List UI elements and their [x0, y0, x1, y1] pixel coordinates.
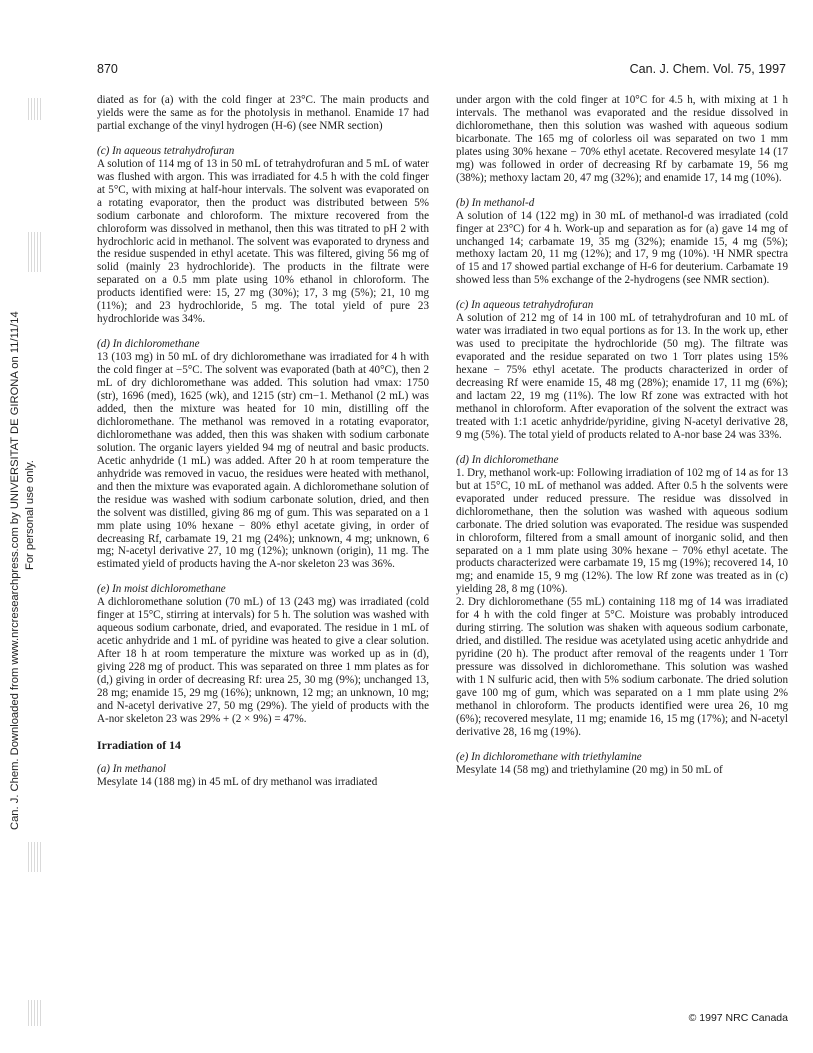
subsection-heading: (d) In dichloromethane [456, 453, 559, 466]
paragraph: A solution of 14 (122 mg) in 30 mL of methanol-d was irradiated (cold finger at 23°C) for 4 h. Work-up and separation as for (a) gave 14 mg of unchanged 14; carbamate 19, 35 mg (32%); enamide 15, 4 mg (5%); methoxy lactam 20, 11 mg (12%); and 17, 9 mg (10%). ¹H NMR spectra of 15 and 17 showed partial exchange of H-6 for deuterium. Carbamate 19 showed less than 5% exchange of the 2-hydrogens (see NMR section). [456, 209, 788, 287]
paragraph: 1. Dry, methanol work-up: Following irradiation of 102 mg of 14 as for 13 but at 15°C, 10 mL of methanol was added. After 0.5 h the solvents were evaporated under reduced pressure. The residue was dissolved in dichloromethane, then the solution was washed with aqueous sodium carbonate. The dried solution was evaporated. The residue was suspended in chloroform, filtered from a small amount of inorganic solid, and then separated on a 1 mm plate using 30% hexane − 70% ethyl acetate. The products characterized were carbamate 19, 15 mg (19%); recovered 14, 10 mg; and enamide 15, 9 mg (12%). The low Rf zone was treated as in (c) yielding 28, 8 mg (10%). [456, 466, 788, 596]
paragraph: Mesylate 14 (188 mg) in 45 mL of dry methanol was irradiated [97, 775, 378, 788]
subsection-heading: (d) In dichloromethane [97, 338, 200, 351]
subsection-heading: (e) In dichloromethane with triethylamine [456, 750, 642, 763]
paragraph: A dichloromethane solution (70 mL) of 13 (243 mg) was irradiated (cold finger at 15°C, stirring at intervals) for 5 h. The solution was washed with aqueous sodium carbonate, dried, and evaporated. The residue in 1 mL of acetic anhydride and 1 mL of pyridine was heated to give a clear solution. After 18 h at room temperature the mixture was worked up as in (d), giving 228 mg of product. This was separated on three 1 mm plates as for (d,) giving in order of decreasing Rf: urea 25, 30 mg (9%); unchanged 13, 28 mg; enamide 15, 29 mg (16%); unknown, 12 mg; an unknown, 10 mg; and N-acetyl derivative 27, 50 mg (29%). The yield of products with the A-nor skeleton 23 was 29% + (2 × 9%) = 47%. [97, 596, 429, 725]
subsection-heading: (b) In methanol-d [456, 196, 535, 209]
paragraph: diated as for (a) with the cold finger at 23°C. The main products and yields were the same as for the photolysis in methanol. Enamide 17 had partial exchange of the vinyl hydrogen (H-6) (see NMR section) [97, 94, 429, 132]
subsection-heading: (c) In aqueous tetrahydrofuran [97, 144, 235, 157]
copyright-notice: © 1997 NRC Canada [688, 1012, 788, 1024]
journal-citation: Can. J. Chem. Vol. 75, 1997 [629, 62, 786, 76]
subsection-heading: (a) In methanol [97, 762, 167, 775]
subsection-heading: (e) In moist dichloromethane [97, 583, 226, 596]
paragraph: Mesylate 14 (58 mg) and triethylamine (20 mg) in 50 mL of [456, 763, 723, 776]
watermark-line-1: Can. J. Chem. Downloaded from www.nrcresearchpress.com by UNIVERSITAT DE GIRONA on 11/11/14 [9, 311, 21, 830]
paragraph: A solution of 212 mg of 14 in 100 mL of tetrahydrofuran and 10 mL of water was irradiated in two equal portions as for 13. In the work up, ether was used to precipitate the hydrochloride (50 mg). The filtrate was evaporated and the residue separated on two 1 Torr plates using 15% hexane − 75% ethyl acetate. The products characterized in order of decreasing Rf were enamide 15, 48 mg (28%); enamide 17, 11 mg (6%); and lactam 22, 19 mg (11%). The low Rf zone was extracted with hot methanol in chloroform. After evaporation of the solvent the extract was treated with 1:1 acetic anhydride/pyridine, giving N-acetyl derivative 28, 9 mg (5%). The total yield of products related to A-nor base 24 was 33%. [456, 312, 788, 441]
section-heading: Irradiation of 14 [97, 737, 181, 752]
paragraph: under argon with the cold finger at 10°C for 4.5 h, with mixing at 1 h intervals. The methanol was evaporated and the residue dissolved in dichloromethane, then this solution was washed with aqueous sodium bicarbonate. The 165 mg of colorless oil was separated on two 1 mm plates using 30% hexane − 70% ethyl acetate. Recovered mesylate 14 (17 mg) was followed in order of decreasing Rf by carbamate 19, 56 mg (38%); methoxy lactam 20, 47 mg (32%); and enamide 17, 14 mg (10%). [456, 94, 788, 184]
scan-artifact [28, 842, 42, 872]
watermark-line-2: For personal use only. [23, 460, 36, 570]
scan-artifact [28, 1000, 42, 1026]
paragraph: A solution of 114 mg of 13 in 50 mL of tetrahydrofuran and 5 mL of water was flushed with argon. This was irradiated for 4.5 h with the cold finger at 5°C, with mixing at half-hour intervals. The solvent was evaporated on a rotating evaporator, then the product was distributed between 5% sodium carbonate and chloroform. The mixture recovered from the chloroform was dissolved in methanol, then this was titrated to pH 2 with hydrochloric acid in methanol. The solvent was evaporated to dryness and the residue suspended in ethyl acetate. This was filtered, giving 56 mg of solid (mainly 23 hydrochloride). The products in the filtrate were separated on a 0.5 mm plate using 10% ethanol in chloroform. The products identified were: 15, 27 mg (30%); 17, 3 mg (5%); 21, 10 mg (11%); and 23 hydrochloride, 5 mg. The total yield of pure 23 hydrochloride was 34%. [97, 157, 429, 326]
scan-artifact [28, 98, 42, 120]
download-watermark [2, 240, 42, 830]
paragraph: 13 (103 mg) in 50 mL of dry dichloromethane was irradiated for 4 h with the cold finger at −5°C. The solvent was evaporated (bath at 40°C), then 2 mL of dry dichloromethane was added. This solution had νmax: 1750 (str), 1696 (med), 1625 (wk), and 1215 (str) cm−1. Methanol (2 mL) was added, then the mixture was heated for 10 min, distilling off the dichloromethane. The methanol was removed in a rotating evaporator, dichloromethane was added, then this was shaken with sodium carbonate solution. The organic layers yielded 94 mg of neutral and basic products. Acetic anhydride (1 mL) was added. After 20 h at room temperature the anhydride was removed in vacuo, the residues were heated with methanol, and then the mixture was evaporated again. A dichloromethane solution of the residue was washed with sodium carbonate solution, dried, and then the solvent was distilled, giving 86 mg of gum. This was separated on a 1 mm plate using 10% hexane − 80% ethyl acetate giving, in order of decreasing Rf, carbamate 19, 21 mg (24%); unknown, 4 mg; unknown, 6 mg; N-acetyl derivative 27, 10 mg (12%); unknown (origin), 11 mg. The estimated yield of products having the A-nor skeleton 23 was 36%. [97, 351, 429, 571]
paragraph: 2. Dry dichloromethane (55 mL) containing 118 mg of 14 was irradiated for 4 h with the cold finger at 5°C. Moisture was probably introduced during stirring. The solution was shaken with aqueous sodium carbonate, dried, and distilled. The residue was acetylated using acetic anhydride and pyridine (20 h). The product after removal of the reagents under 1 Torr pressure was dissolved in dichloromethane. This solution was washed with 1 N sulfuric acid, then with 5% sodium carbonate. The dried solution gave 100 mg of gum, which was separated on a 1 mm plate using 2% methanol in chloroform. The products identified were urea 26, 10 mg (6%); recovered mesylate, 11 mg; enamide 16, 15 mg (17%); and N-acetyl derivative 28, 16 mg (19%). [456, 596, 788, 738]
page-number: 870 [97, 62, 118, 76]
right-column [456, 94, 788, 777]
left-column [97, 94, 429, 789]
subsection-heading: (c) In aqueous tetrahydrofuran [456, 299, 594, 312]
